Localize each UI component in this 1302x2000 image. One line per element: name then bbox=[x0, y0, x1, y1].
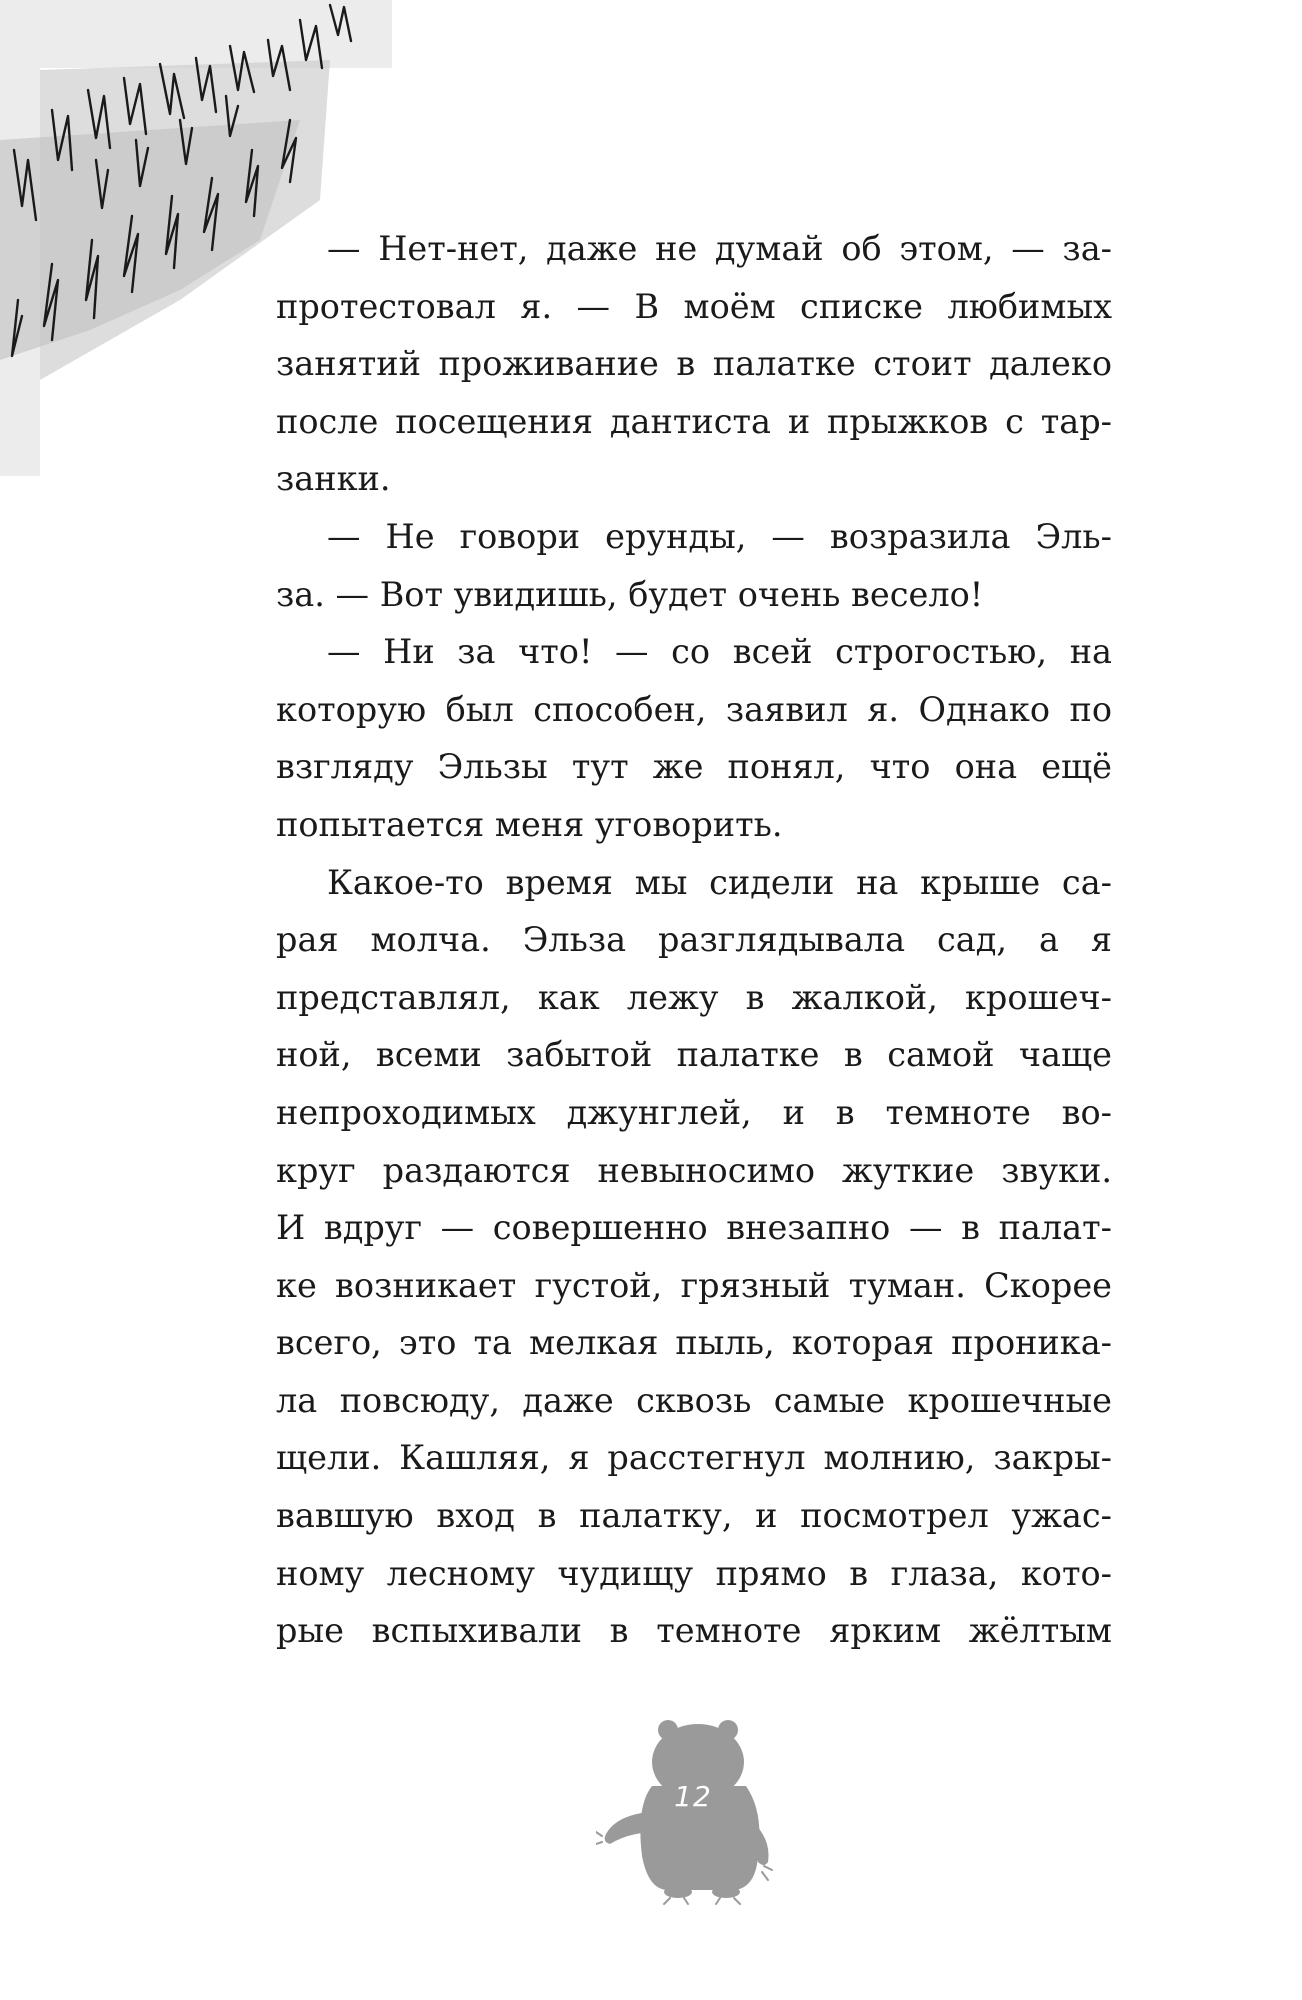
text-line: взгляду Эльзы тут же понял, что она ещё bbox=[276, 747, 1112, 787]
text-line: протестовал я. — В моём списке любимых bbox=[276, 286, 1112, 326]
text-line: ной, всеми забытой палатке в самой чаще bbox=[276, 1035, 1112, 1075]
page-number: 12 bbox=[674, 1780, 712, 1813]
text-line: щели. Кашляя, я расстегнул молнию, закры- bbox=[276, 1438, 1112, 1478]
text-line: — Не говори ерунды, — возразила Эль- bbox=[327, 516, 1112, 556]
text-line: за. — Вот увидишь, будет очень весело! bbox=[276, 574, 984, 614]
text-line: круг раздаются невыносимо жуткие звуки. bbox=[276, 1150, 1112, 1190]
text-line: — Ни за что! — со всей строгостью, на bbox=[327, 632, 1112, 672]
text-line: после посещения дантиста и прыжков с тар- bbox=[276, 401, 1112, 441]
text-line: ла повсюду, даже сквозь самые крошечные bbox=[276, 1380, 1112, 1420]
text-line: всего, это та мелкая пыль, которая проника- bbox=[276, 1323, 1112, 1363]
text-line: И вдруг — совершенно внезапно — в палат- bbox=[276, 1208, 1112, 1248]
text-line: рая молча. Эльза разглядывала сад, а я bbox=[276, 920, 1112, 960]
text-line: которую был способен, заявил я. Однако по bbox=[276, 689, 1112, 729]
text-line: занки. bbox=[276, 459, 391, 499]
text-line: Какое-то время мы сидели на крыше са- bbox=[327, 862, 1112, 902]
text-line: ке возникает густой, грязный туман. Скорее bbox=[276, 1265, 1112, 1305]
text-line: ному лесному чудищу прямо в глаза, кото- bbox=[276, 1553, 1112, 1593]
text-line: представлял, как лежу в жалкой, крошеч- bbox=[276, 977, 1112, 1017]
text-line: рые вспыхивали в темноте ярким жёлтым bbox=[276, 1611, 1112, 1651]
text-line: вавшую вход в палатку, и посмотрел ужас- bbox=[276, 1496, 1112, 1536]
text-line: — Нет-нет, даже не думай об этом, — за- bbox=[327, 229, 1112, 268]
body-text bbox=[276, 220, 1112, 1660]
text-line: непроходимых джунглей, и в темноте во- bbox=[276, 1092, 1112, 1132]
text-line: занятий проживание в палатке стоит далеко bbox=[276, 344, 1112, 384]
text-line: попытается меня уговорить. bbox=[276, 804, 783, 844]
